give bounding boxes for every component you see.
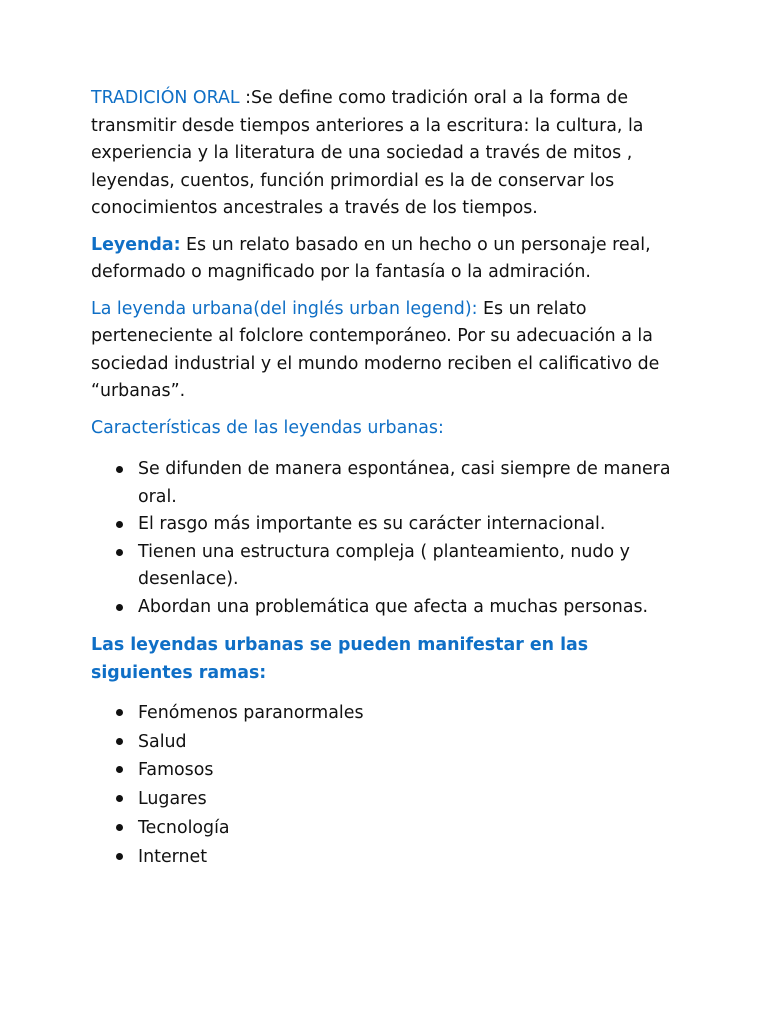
heading-ramas: Las leyendas urbanas se pueden manifestar en las siguientes ramas:: [91, 635, 589, 683]
document-page: [91, 85, 691, 880]
definition-tradicion-oral: :Se define como tradición oral a la forma de transmitir desde tiempos anteriores a la escritura: la cultura, la experiencia y la literatura de una sociedad a través de mitos , leyendas, cuentos, función primordial es la de conservar los conocimientos ancestrales a través de los tiempos.: [91, 88, 644, 218]
term-tradicion-oral: TRADICIÓN ORAL: [91, 88, 246, 108]
list-item: Tienen una estructura compleja ( planteamiento, nudo y desenlace).: [91, 539, 691, 594]
term-leyenda: Leyenda:: [91, 234, 181, 255]
list-item: Salud: [91, 728, 691, 757]
list-item: Abordan una problemática que afecta a muchas personas.: [91, 594, 691, 622]
paragraph-leyenda-urbana: [91, 296, 691, 406]
list-item: Internet: [91, 843, 691, 872]
list-item: Tecnología: [91, 814, 691, 843]
term-leyenda-urbana: La leyenda urbana(del inglés urban legend):: [91, 298, 478, 319]
definition-leyenda-urbana: Es un relato perteneciente al folclore contemporáneo. Por su adecuación a la sociedad industrial y el mundo moderno reciben el calificativo de “urbanas”.: [91, 298, 660, 401]
list-ramas: [91, 699, 691, 871]
list-caracteristicas: [91, 456, 691, 621]
paragraph-leyenda: [91, 232, 691, 287]
paragraph-tradicion-oral: [91, 85, 691, 223]
list-item: Lugares: [91, 785, 691, 814]
list-item: Fenómenos paranormales: [91, 699, 691, 728]
list-item: Famosos: [91, 756, 691, 785]
heading-caracteristicas: Características de las leyendas urbanas:: [91, 417, 444, 438]
list-item: Se difunden de manera espontánea, casi siempre de manera oral.: [91, 456, 691, 511]
list-item: El rasgo más importante es su carácter internacional.: [91, 511, 691, 539]
definition-leyenda: Es un relato basado en un hecho o un personaje real, deformado o magnificado por la fantasía o la admiración.: [91, 234, 651, 282]
